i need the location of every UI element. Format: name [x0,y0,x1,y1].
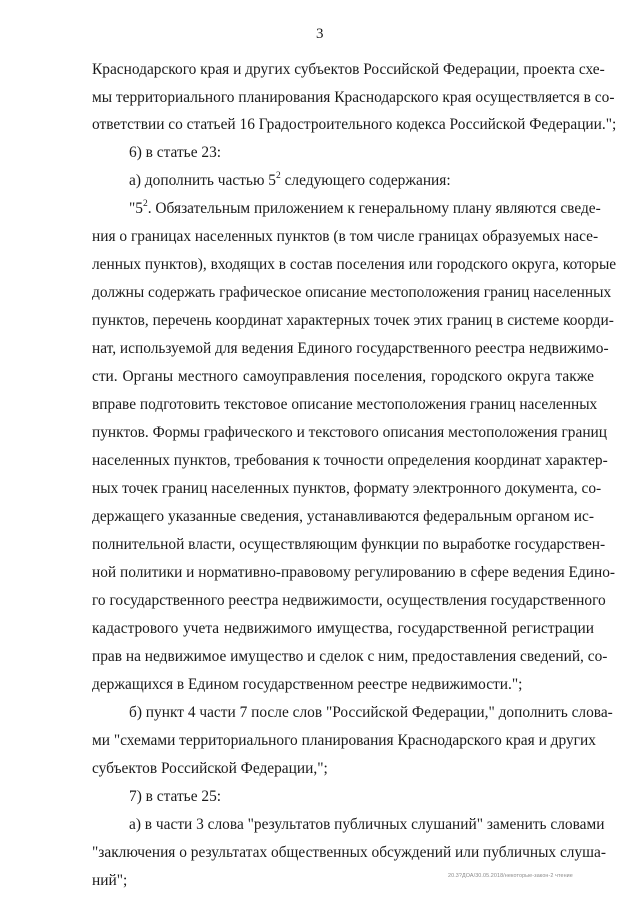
text-line: Краснодарского края и других субъектов Российской Федерации, проекта схе- [92,61,605,78]
text-line: пунктов, перечень координат характерных точек этих границ в системе коорди- [92,312,614,329]
text-line: должны содержать графическое описание местоположения границ населенных [92,284,612,301]
text-line: ной политики и нормативно-правовому регулированию в сфере ведения Едино- [92,564,616,581]
text-line: держащего указанные сведения, устанавливаются федеральным органом ис- [92,508,594,525]
text-line: ленных пунктов), входящих в состав поселения или городского округа, которые [92,256,617,273]
text-line: вправе подготовить текстовое описание местоположения границ населенных [92,396,598,413]
text-line: 6) в статье 23: [129,144,222,161]
text-line [129,171,451,191]
text-line: ния о границах населенных пунктов (в том числе границах образуемых насе- [92,228,599,245]
text-fragment: . Обязательным приложением к генеральному плану являются сведе- [147,200,601,217]
text-line: держащихся в Едином государственном реестре недвижимости."; [92,676,523,693]
text-line: мы территориального планирования Краснодарского края осуществляется в со- [92,89,615,106]
text-line: ний"; [92,872,128,889]
text-line: 7) в статье 25: [129,788,222,805]
text-line: б) пункт 4 части 7 после слов "Российской Федерации," дополнить слова- [129,704,613,721]
text-fragment: следующего содержания: [280,172,451,189]
text-line: "заключения о результатах общественных обсуждений или публичных слуша- [92,844,606,861]
text-line: нат, используемой для ведения Единого государственного реестра недвижимо- [92,340,609,357]
page-number: 3 [316,26,324,42]
text-line: ных точек границ населенных пунктов, формату электронного документа, со- [92,480,602,497]
text-line: прав на недвижимое имущество и сделок с ним, предоставления сведений, со- [92,648,608,665]
superscript: 2 [142,198,148,209]
text-line: кадастрового учета недвижимого имущества, государственной регистрации [92,620,594,637]
text-line: субъектов Российской Федерации,"; [92,760,328,777]
text-line [129,198,601,219]
superscript: 2 [276,170,281,181]
text-line: ответствии со статьей 16 Градостроительного кодекса Российской Федерации."; [92,116,617,133]
text-fragment: а) дополнить частью 5 [129,172,276,189]
text-line: полнительной власти, осуществляющим функции по выработке государствен- [92,536,606,553]
text-line: пунктов. Формы графического и текстового описания местоположения границ [92,424,608,441]
text-line: го государственного реестра недвижимости, осуществления государственного [92,592,606,609]
text-line: сти. Органы местного самоуправления поселения, городского округа также [92,368,594,385]
text-line: населенных пунктов, требования к точности определения координат характер- [92,452,608,469]
text-line: ми "схемами территориального планирования Краснодарского края и других [92,732,596,749]
text-fragment: "5 [129,200,143,217]
footer-file-reference: 20.3?ДОА/30.05.2018/некоторые-закон-2 чтение [448,873,573,879]
text-line: а) в части 3 слова "результатов публичных слушаний" заменить словами [129,816,605,833]
